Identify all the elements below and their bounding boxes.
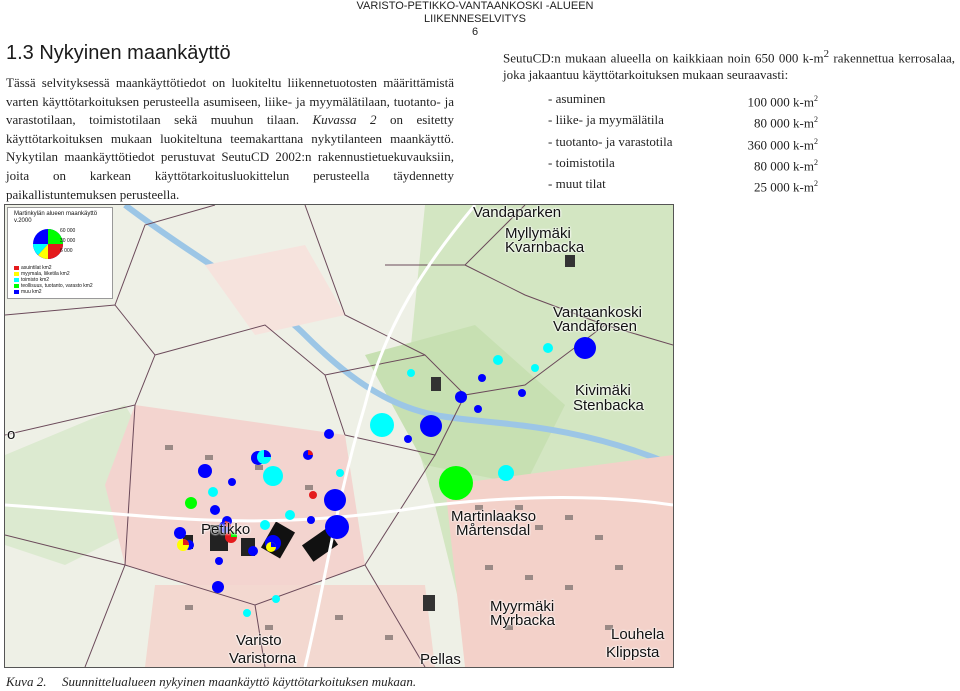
figure-number: Kuva 2.: [6, 674, 47, 689]
legend-swatch: [14, 272, 19, 276]
unit-sup: 2: [814, 157, 818, 167]
unit-sup: 2: [814, 136, 818, 146]
value-text: 80 000 k-m: [754, 158, 814, 174]
value-text: 100 000 k-m: [747, 94, 814, 110]
place-label-vandaparken: Vandaparken: [473, 204, 562, 221]
superscript: 2: [823, 48, 830, 60]
value-text: 25 000 k-m: [754, 179, 814, 195]
land-use-value: [754, 111, 818, 132]
land-use-label: - toimistotila: [548, 154, 615, 170]
place-label-vandaforsen: Vandaforsen: [553, 318, 637, 335]
legend-title-line: v.2000: [14, 218, 32, 224]
legend-swatch: [14, 290, 19, 294]
map-legend: [7, 207, 113, 299]
place-label-pellas: Pellas: [420, 651, 461, 668]
place-label-varisto: Varisto: [236, 632, 282, 649]
land-use-map: [4, 204, 674, 668]
value-text: 360 000 k-m: [747, 136, 814, 152]
legend-item-label: muu km2: [21, 289, 42, 295]
paragraph-part-1: SeutuCD:n mukaan alueella on kaikkiaan noin 650 000 k-m: [503, 50, 824, 66]
paragraph-part-2: rakennettua kerrosalaa, joka jakaantuu käyttötarkoituksen mukaan seuraavasti:: [503, 50, 956, 83]
land-use-value: [748, 133, 818, 154]
place-label-martinlaakso: Martinlaakso: [451, 508, 537, 525]
running-header: [315, 0, 635, 39]
land-use-row: [548, 133, 818, 154]
unit-sup: 2: [814, 94, 818, 103]
figure-reference: Kuvassa 2: [312, 112, 377, 128]
legend-swatch: [14, 266, 19, 270]
paragraph-part-2: on esitetty käyttötarkoituksen mukaan luokiteltuna teemakarttana nykytilanteen maankäyttö. Nykytilan maankäyttötiedot perustuvat SeutuCD 2002:n rakennustietuekuvauksiin, joita on karkean käyttötarkoitusluokittelun perusteella täydennetty paikallistuntemuksen perusteella.: [6, 112, 455, 202]
place-label-varistorna: Varistorna: [229, 650, 297, 667]
place-label-petikko: Petikko: [201, 521, 251, 538]
page-number: 6: [471, 26, 479, 38]
legend-swatch: [14, 278, 19, 282]
place-label-myrbacka: Myrbacka: [490, 612, 556, 629]
legend-item-label: teollisuus, tuotanto, varasto km2: [21, 283, 93, 289]
body-text-left: [6, 74, 454, 204]
section-title: 1.3 Nykyinen maankäyttö: [6, 42, 231, 64]
place-label-louhela: Louhela: [611, 626, 665, 643]
land-use-value: [754, 154, 818, 175]
place-label-vantaankoski: Vantaankoski: [553, 304, 642, 321]
land-use-row: [548, 175, 818, 196]
place-label-kivimaki: Kivimäki: [575, 382, 631, 399]
place-label-myllymaki: Myllymäki: [505, 225, 571, 242]
legend-title-line: Martinkylän alueen maankäyttö: [14, 211, 98, 217]
body-text-right: [503, 46, 955, 83]
land-use-label: - tuotanto- ja varastotila: [548, 133, 673, 149]
place-label-klippsta: Klippsta: [606, 644, 660, 661]
land-use-row: [548, 90, 818, 111]
legend-item: [14, 289, 42, 295]
land-use-label: - muut tilat: [548, 176, 606, 192]
figure-caption: [6, 674, 416, 690]
land-use-value: [748, 90, 818, 111]
land-use-label: - asuminen: [548, 91, 606, 106]
legend-size-label: 30 000: [60, 238, 76, 244]
figure-caption-text: Suunnittelualueen nykyinen maankäyttö käyttötarkoituksen mukaan.: [62, 674, 417, 689]
land-use-list: [548, 90, 818, 197]
place-label-myyrmaki: Myyrmäki: [490, 598, 555, 615]
legend-size-label: 6 000: [60, 248, 73, 254]
place-label-edge: o: [7, 426, 16, 443]
legend-item-label: toimisto km2: [21, 277, 50, 283]
place-label-stenbacka: Stenbacka: [573, 397, 644, 414]
unit-sup: 2: [814, 115, 818, 125]
legend-size-label: 60 000: [60, 228, 76, 234]
running-title: VARISTO-PETIKKO-VANTAANKOSKI -ALUEEN LIIKENNESELVITYS: [356, 0, 594, 25]
legend-item-label: myymala, liiketila km2: [21, 271, 70, 277]
unit-sup: 2: [814, 179, 818, 189]
place-label-martensdal: Mårtensdal: [456, 522, 531, 539]
legend-swatch: [14, 284, 19, 288]
legend-item-label: asuintilat km2: [21, 265, 52, 271]
land-use-label: - liike- ja myymälätila: [548, 112, 664, 128]
land-use-row: [548, 111, 818, 132]
place-label-kvarnbacka: Kvarnbacka: [505, 239, 585, 256]
value-text: 80 000 k-m: [754, 115, 814, 131]
land-use-value: [754, 175, 818, 196]
land-use-row: [548, 154, 818, 175]
paragraph-part-1: Tässä selvityksessä maankäyttötiedot on luokiteltu liikennetuotosten määrittämistä varten käyttötarkoituksen perusteella asumiseen, liike- ja myymälätilaan, tuotanto- ja varastotilaan, toimistotilaan sekä muuhun tilaan.: [6, 75, 454, 128]
legend-title: [14, 211, 97, 225]
